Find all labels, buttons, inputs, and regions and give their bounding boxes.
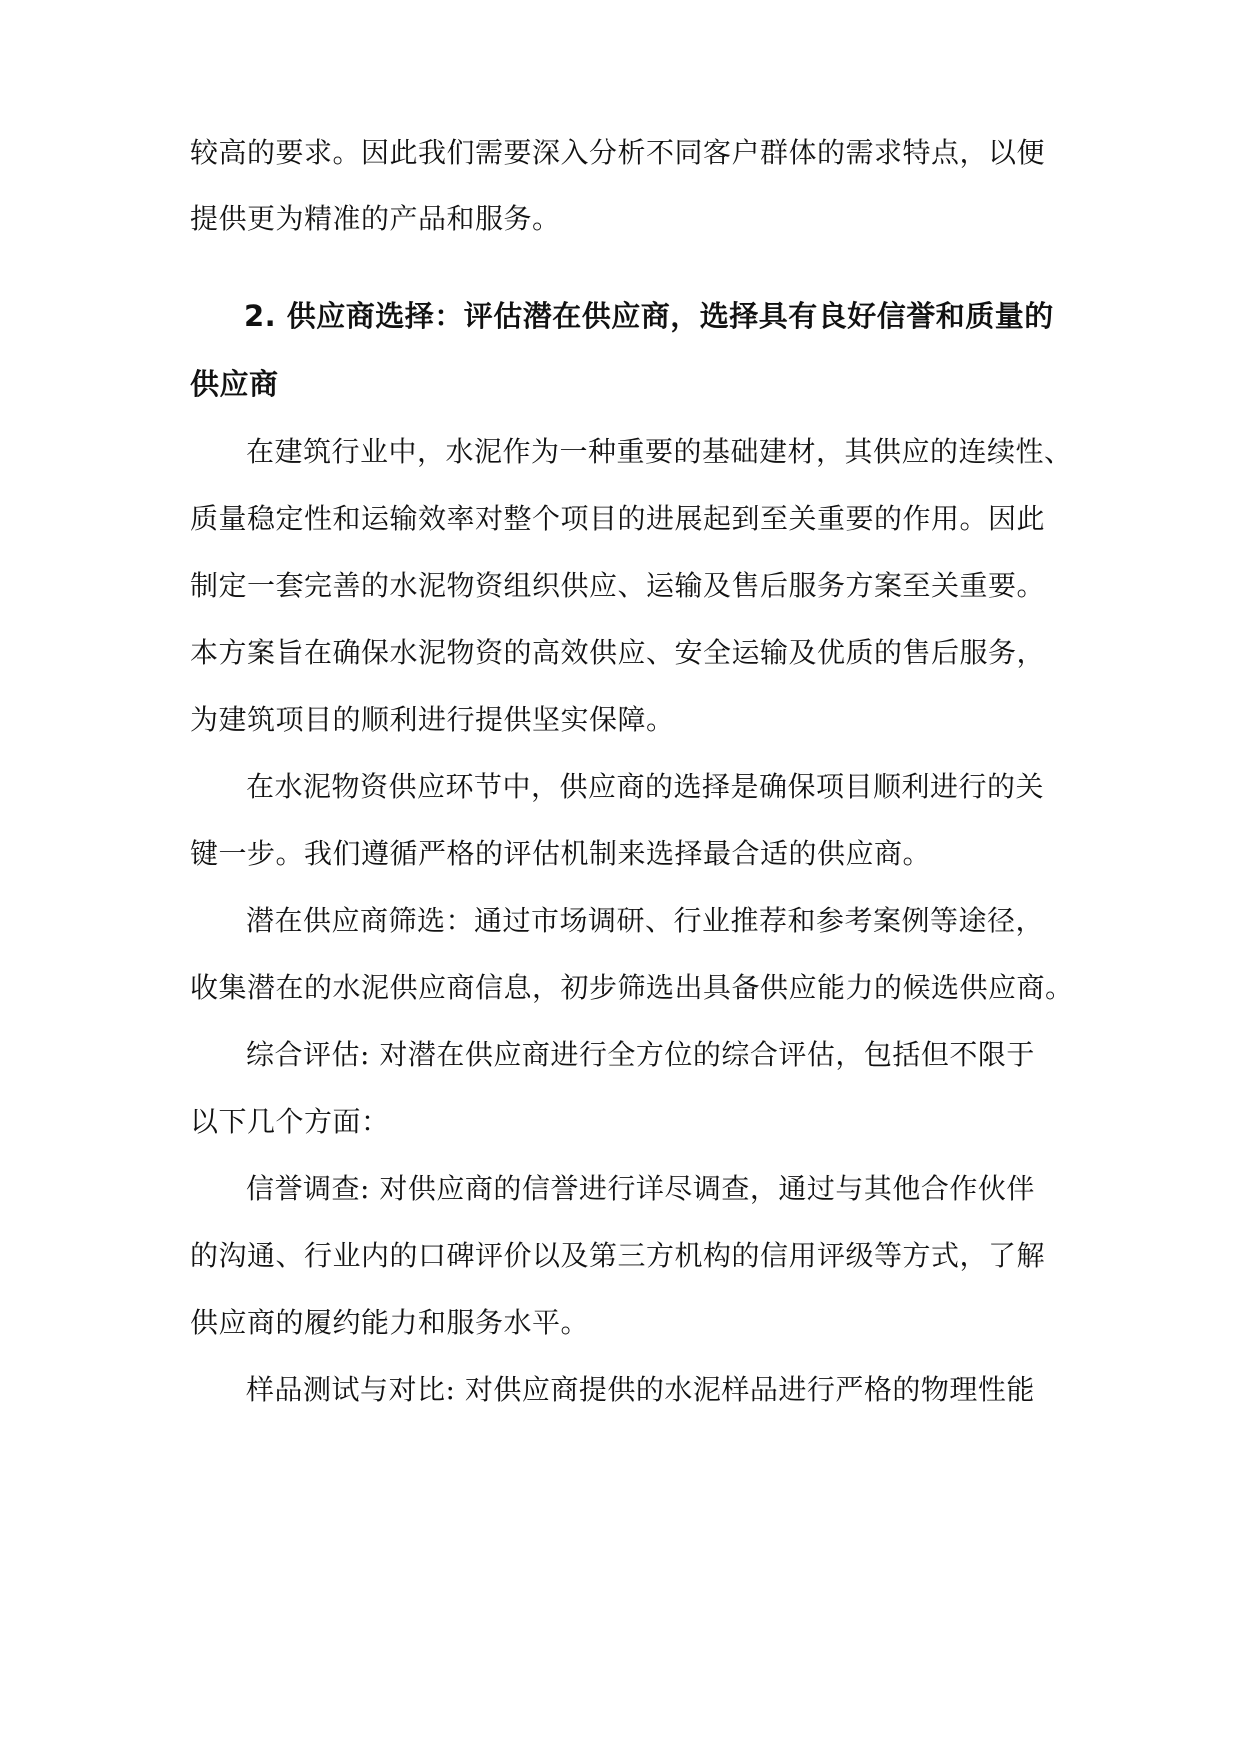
paragraph-line: 收集潜在的水泥供应商信息，初步筛选出具备供应能力的候选供应商。 (190, 971, 1074, 1004)
section-heading-continued: 供应商 (190, 367, 279, 401)
paragraph-line: 键一步。我们遵循严格的评估机制来选择最合适的供应商。 (190, 837, 932, 870)
paragraph-line: 信誉调查: 对供应商的信誉进行详尽调查，通过与其他合作伙伴 (246, 1172, 1035, 1205)
paragraph-line: 的沟通、行业内的口碑评价以及第三方机构的信用评级等方式，了解 (190, 1239, 1046, 1272)
paragraph-line: 潜在供应商筛选：通过市场调研、行业推荐和参考案例等途径， (246, 904, 1045, 937)
paragraph-line: 本方案旨在确保水泥物资的高效供应、安全运输及优质的售后服务， (190, 636, 1046, 669)
paragraph-line: 在建筑行业中，水泥作为一种重要的基础建材，其供应的连续性、 (246, 435, 1073, 468)
paragraph-line: 供应商的履约能力和服务水平。 (190, 1306, 590, 1339)
paragraph-line: 以下几个方面： (190, 1105, 390, 1138)
paragraph-line: 综合评估: 对潜在供应商进行全方位的综合评估，包括但不限于 (246, 1038, 1035, 1071)
paragraph-line: 较高的要求。因此我们需要深入分析不同客户群体的需求特点，以便 (190, 136, 1046, 169)
section-heading: 2. 供应商选择：评估潜在供应商，选择具有良好信誉和质量的 (244, 299, 1054, 333)
paragraph-line: 样品测试与对比: 对供应商提供的水泥样品进行严格的物理性能 (246, 1373, 1035, 1406)
paragraph-line: 为建筑项目的顺利进行提供坚实保障。 (190, 703, 675, 736)
paragraph-line: 在水泥物资供应环节中，供应商的选择是确保项目顺利进行的关 (246, 770, 1045, 803)
paragraph-line: 制定一套完善的水泥物资组织供应、运输及售后服务方案至关重要。 (190, 569, 1046, 602)
paragraph-line: 提供更为精准的产品和服务。 (190, 202, 561, 235)
paragraph-line: 质量稳定性和运输效率对整个项目的进展起到至关重要的作用。因此 (190, 502, 1046, 535)
